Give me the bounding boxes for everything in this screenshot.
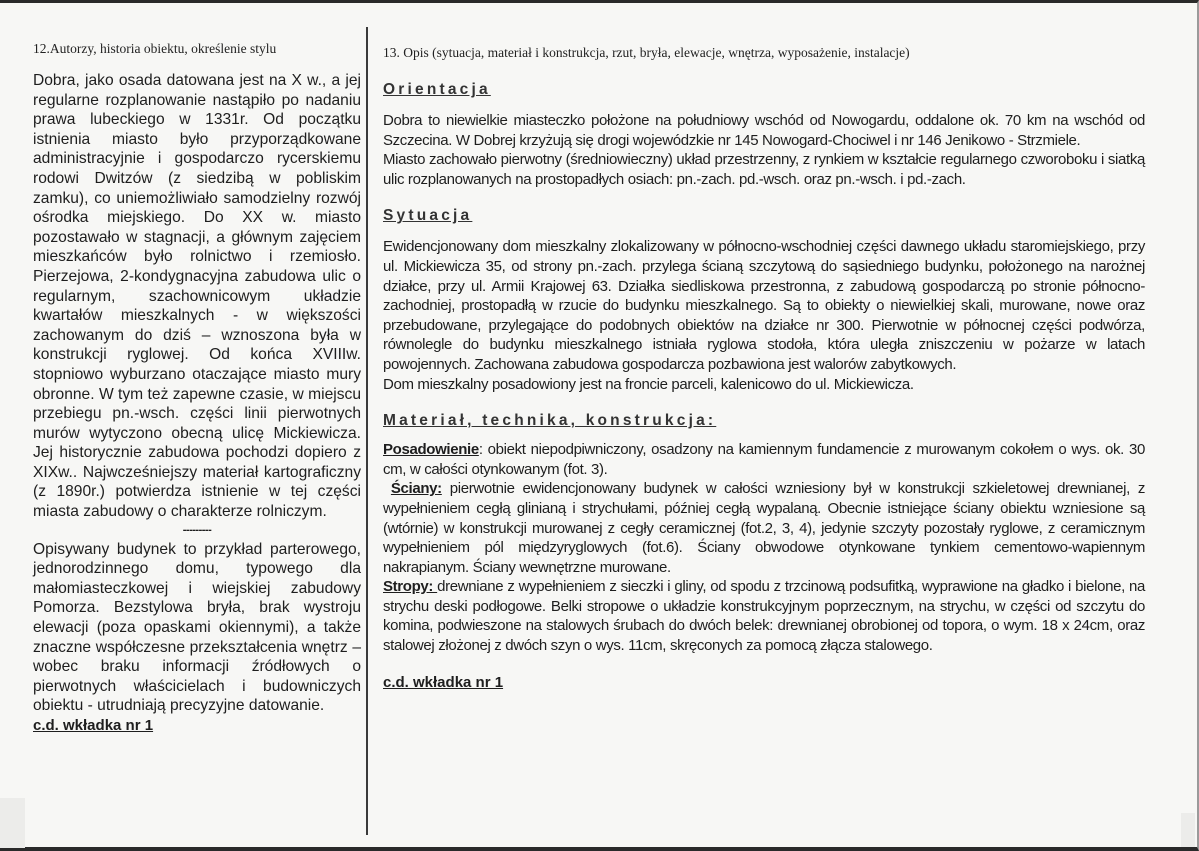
sciany-label: Ściany: [390, 480, 442, 498]
heading-orientacja: Orientacja [383, 81, 491, 98]
material-text [383, 440, 1145, 656]
scan-artifact [1181, 813, 1195, 847]
column-divider [366, 27, 368, 835]
sytuacja-text [383, 237, 1145, 394]
orientacja-paragraph: Miasto zachowało pierwotny (średniowieczny) układ przestrzenny, z rynkiem w kształcie regularnego czworoboku i siatką ulic rozplanowanych na prostopadłych osiach: pn.-zach. pd.-wsch. oraz pn.-wsch. i pd.-zach. [383, 151, 1145, 188]
orientacja-text [383, 111, 1145, 189]
stropy-label: Stropy: [383, 578, 438, 596]
sytuacja-paragraph: Ewidencjonowany dom mieszkalny zlokalizowany w północno-wschodniej części dawnego układu staromiejskiego, przy ul. Mickiewicza 35, od strony pn.-zach. przylega ścianą szczytową do sąsiedniego budynku, położonego na narożnej działce, przy ul. Armii Krajowej 63. Działka siedliskowa przestronna, z zabudową gospodarczą po stronie północno-zachodniej, prostopadłą w rzucie do budynku mieszkalnego. Są to obiekty o niewielkiej skali, murowane, nowe oraz przebudowane, przylegające do podobnych obiektów na działce nr 300. Pierwotnie w północnej części podwórza, równolegle do budynku mieszkalnego istniała ryglowa stodoła, która uległa zniszczeniu w pożarze w latach powojennych. Zachowana zabudowa gospodarcza pozbawiona jest walorów zabytkowych. [383, 238, 1145, 373]
separator: --------- [182, 523, 212, 536]
section-13-label: 13. Opis (sytuacja, materiał i konstrukcja, rzut, bryła, elewacje, wnętrza, wyposażenie, instalacje) [383, 45, 910, 60]
posadowienie-label: Posadowienie [383, 441, 479, 459]
posadowienie-text: : obiekt niepodpiwniczony, osadzony na kamiennym fundamencie z murowanym cokołem o wys. ok. 30 cm, w całości otynkowanym (fot. 3). [383, 441, 1145, 478]
history-column [33, 41, 361, 736]
scan-artifact [0, 798, 25, 848]
continuation-note: c.d. wkładka nr 1 [33, 717, 154, 734]
posadowienie-paragraph [383, 440, 1145, 479]
description-column [383, 45, 1145, 691]
sytuacja-paragraph: Dom mieszkalny posadowiony jest na froncie parceli, kalenicowo do ul. Mickiewicza. [383, 375, 914, 393]
continuation-note: c.d. wkładka nr 1 [383, 673, 504, 691]
sciany-text: pierwotnie ewidencjonowany budynek w całości wzniesiony był w konstrukcji szkieletowej drewnianej, z wypełnieniem cegłą glinianą i strychułami, później cegłą wypalaną. Obecnie istniejące ściany obiektu wzniesione są (wtórnie) w konstrukcji murowanej z cegły ceramicznej (fot.2, 3, 4), jedynie szczyty pozostały ryglowe, z ceramicznym wypełnieniem pól międzyryglowych (fot.6). Ściany obwodowe otynkowane tynkiem cementowo-wapiennym nakrapianym. Ściany wewnętrzne murowane. [383, 480, 1145, 576]
heading-sytuacja: Sytuacja [383, 207, 473, 225]
building-paragraph: Opisywany budynek to przykład parterowego, jednorodzinnego domu, typowego dla małomiasteczkowej i wiejskiej zabudowy Pomorza. Bezstylowa bryła, brak wystroju elewacji (poza opaskami okiennymi), a także znaczne współczesne przekształcenia wnętrz – wobec braku informacji źródłowych o pierwotnych właścicielach i budowniczych obiektu - utrudniają precyzyjne datowanie. [33, 540, 361, 715]
history-paragraph: Dobra, jako osada datowana jest na X w., a jej regularne rozplanowanie nastąpiło po nadaniu prawa lubeckiego w 1331r. Od początku istnienia miasto było przyporządkowane administracyjnie i gospodarczo rycerskiemu rodowi Dwitzów (z siedzibą w pobliskim zamku), co uniemożliwiało samodzielny rozwój ośrodka miejskiego. Do XX w. miasto pozostawało w stagnacji, a głównym zajęciem mieszkańców było rolnictwo i rzemiosło. Pierzejowa, 2-kondygnacyjna zabudowa ulic o regularnym, szachownicowym układzie kwartałów mieszkalnych - w większości zachowanym do dziś – wznoszona była w konstrukcji ryglowej. Od końca XVIIIw. stopniowo wyburzano otaczające miasto mury obronne. W tym też zapewne czasie, w miejscu przebiegu pn.-wsch. części linii pierwotnych murów wytyczono obecną ulicę Mickiewicza. Jej historycznie zabudowa pochodzi dopiero z XIXw.. Najwcześniejszy materiał kartograficzny (z 1890r.) potwierdza istnienie w tej części miasta zabudowy o charakterze rolniczym. [33, 72, 361, 521]
sciany-paragraph [383, 479, 1145, 577]
stropy-paragraph [383, 577, 1145, 655]
history-text [33, 71, 361, 736]
heading-material: Materiał, technika, konstrukcja: [383, 412, 717, 430]
section-12-label: 12.Autorzy, historia obiektu, określenie stylu [33, 41, 277, 56]
stropy-text: drewniane z wypełnieniem z sieczki i gliny, od spodu z trzcinową podsufitką, wyprawione na gładko i bielone, na strychu deski podłogowe. Belki stropowe o układzie konstrukcyjnym poprzecznym, na strychu, w części od szczytu do komina, podwieszone na stalowych śrubach do dwóch belek: drewnianej obrobionej od topora, o wym. 18 x 24cm, oraz stalowej złożonej z dwóch szyn o wys. 11cm, skręconych za pomocą złącza stalowego. [383, 578, 1145, 655]
orientacja-paragraph: Dobra to niewielkie miasteczko położone na południowy wschód od Nowogardu, oddalone ok. 70 km na wschód od Szczecina. W Dobrej krzyżują się drogi wojewódzkie nr 145 Nowogard-Chociwel i nr 146 Jenikowo - Strzmiele. [383, 112, 1145, 149]
